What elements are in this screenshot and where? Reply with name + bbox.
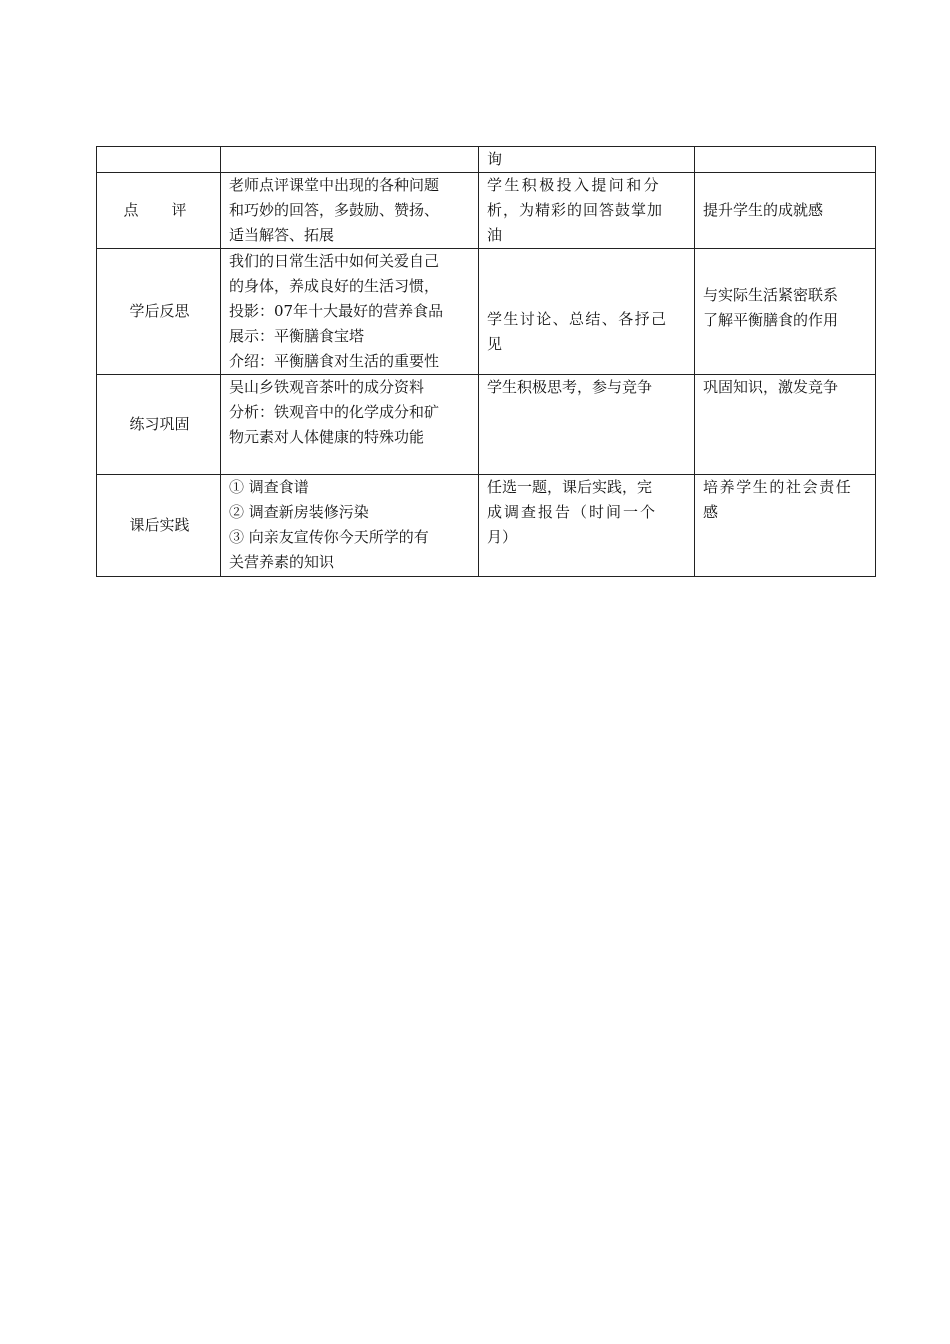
- text-line: ② 调查新房装修污染: [229, 503, 369, 521]
- student-activity-cell: [479, 375, 695, 475]
- design-intent-cell: [695, 147, 876, 173]
- student-activity-cell: [479, 249, 695, 375]
- text-line: 成调查报告（时间一个: [487, 503, 658, 521]
- design-intent-cell: [695, 173, 876, 249]
- teacher-activity-cell: [221, 147, 479, 173]
- text-line: 见: [487, 335, 503, 353]
- design-intent-cell: [695, 475, 876, 577]
- stage-cell: [97, 147, 221, 173]
- text-line: 吴山乡铁观音茶叶的成分资料: [229, 378, 425, 396]
- text-line: 月）: [487, 528, 518, 546]
- stage-cell: 学后反思: [97, 249, 221, 375]
- text-line: 展示：平衡膳食宝塔: [229, 327, 365, 345]
- table-row-practice-after-class: [97, 475, 876, 577]
- student-activity-cell: [479, 147, 695, 173]
- student-activity-cell: [479, 173, 695, 249]
- text-line: ① 调查食谱: [229, 478, 309, 496]
- text-line: 分析：铁观音中的化学成分和矿: [229, 403, 440, 421]
- text-line: 关营养素的知识: [229, 553, 335, 571]
- teacher-activity-cell: [221, 475, 479, 577]
- text-line: 学生积极思考，参与竞争: [487, 378, 653, 396]
- table-row-review: [97, 173, 876, 249]
- text-line: 介绍：平衡膳食对生活的重要性: [229, 352, 440, 370]
- text-line: 了解平衡膳食的作用: [703, 311, 839, 329]
- student-activity-cell: [479, 475, 695, 577]
- text-line: 和巧妙的回答，多鼓励、赞扬、: [229, 201, 440, 219]
- teacher-activity-cell: [221, 375, 479, 475]
- text-line: 油: [487, 226, 503, 244]
- text-line: 询: [487, 150, 503, 168]
- table-row-continuation: [97, 147, 876, 173]
- text-line: 适当解答、拓展: [229, 226, 335, 244]
- design-intent-cell: [695, 249, 876, 375]
- text-line: 我们的日常生活中如何关爱自己: [229, 252, 440, 270]
- text-line: 投影：07年十大最好的营养食品: [229, 302, 444, 320]
- text-line: 的身体，养成良好的生活习惯，: [229, 277, 440, 295]
- text-line: 任选一题，课后实践，完: [487, 478, 653, 496]
- text-line: 物元素对人体健康的特殊功能: [229, 428, 425, 446]
- design-intent-cell: [695, 375, 876, 475]
- teacher-activity-cell: [221, 249, 479, 375]
- stage-cell: 练习巩固: [97, 375, 221, 475]
- text-line: 提升学生的成就感: [703, 201, 824, 219]
- text-line: 培养学生的社会责任: [703, 478, 853, 496]
- text-line: 感: [703, 503, 719, 521]
- text-line: ③ 向亲友宣传你今天所学的有: [229, 528, 429, 546]
- text-line: 与实际生活紧密联系: [703, 286, 839, 304]
- table-row-practice: [97, 375, 876, 475]
- stage-cell: 点 评: [97, 173, 221, 249]
- lesson-plan-table: [96, 146, 876, 577]
- text-line: 巩固知识，激发竞争: [703, 378, 839, 396]
- text-line: 老师点评课堂中出现的各种问题: [229, 176, 440, 194]
- text-line: 学生讨论、总结、各抒己: [487, 310, 668, 328]
- text-line: 学生积极投入提问和分: [487, 176, 662, 194]
- teacher-activity-cell: [221, 173, 479, 249]
- text-line: 析，为精彩的回答鼓掌加: [487, 201, 664, 219]
- stage-cell: 课后实践: [97, 475, 221, 577]
- table-row-reflection: [97, 249, 876, 375]
